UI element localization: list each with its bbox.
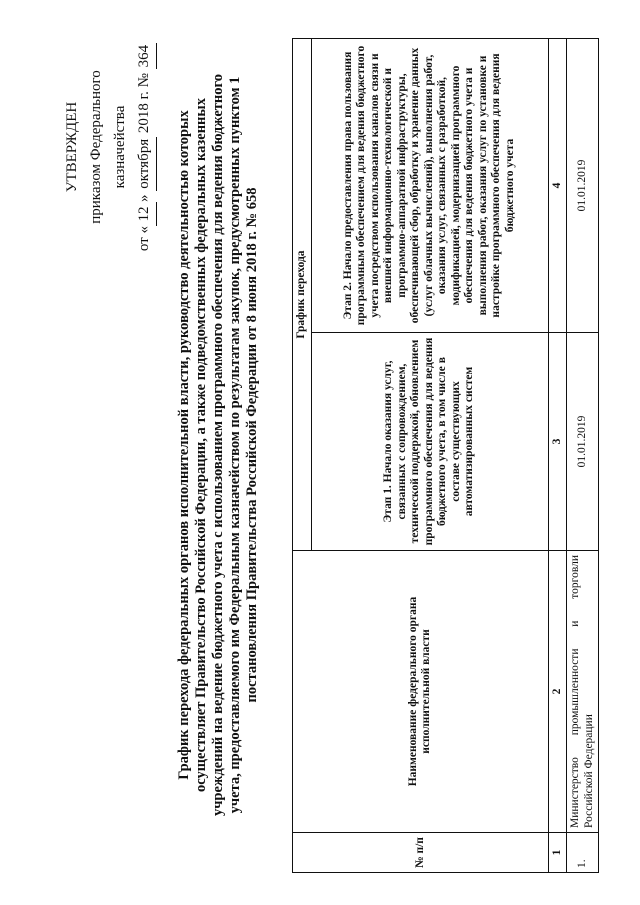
date-day: 12 xyxy=(132,202,157,226)
header-org: Наименование федерального органа исполнительной власти xyxy=(293,551,549,833)
approval-stamp xyxy=(60,37,157,257)
column-number: 2 xyxy=(548,551,567,833)
approval-date-line xyxy=(132,37,157,257)
approval-heading: УТВЕРЖДЕН xyxy=(64,101,80,193)
column-number: 1 xyxy=(548,833,567,873)
approval-line-treasury: казначейства xyxy=(112,105,128,189)
header-num: № п/п xyxy=(293,833,549,873)
date-month: октября xyxy=(132,137,157,191)
header-stage1: Этап 1. Начало оказания услуг, связанных с сопровождением, технической поддержкой, обновлением программного обеспечения для ведения бюджетного учета, в том числе в составе существующих автоматизированных систем xyxy=(311,333,548,551)
approval-line-order: приказом Федерального xyxy=(88,70,104,224)
column-number-row xyxy=(548,39,567,873)
column-number: 4 xyxy=(548,39,567,333)
header-row xyxy=(293,39,312,873)
header-stage2: Этап 2. Начало предоставления права пользования программным обеспечением для ведения бюджетного учета посредством использования каналов связи и внешней информационно-технологической и программно-аппаратной инфраструктуры, обеспечивающей сбор, обработку и хранение данных (услуг облачных вычислений), выполнения работ, оказания услуг, связанных с разработкой, модификацией, модернизацией программного обеспечения для ведения бюджетного учета и выполнения работ, оказания услуг по установке и настройке программного обеспечения для ведения бюджетного учета xyxy=(311,39,548,333)
schedule-table xyxy=(292,38,599,873)
date-year: 2018 xyxy=(136,103,152,134)
date-mid: » xyxy=(136,194,152,203)
table-row xyxy=(567,39,599,873)
row-stage2-date: 01.01.2019 xyxy=(567,39,599,333)
header-schedule: График перехода xyxy=(293,39,312,551)
row-org: Министерство промышленности и торговли Российской Федерации xyxy=(567,551,599,833)
document-title: График перехода федеральных органов исполнительной власти, руководство деятельностью которых осуществляет Правительство Российской Федерации, а также подведомственных федеральных казенных учреждений на ведение бюджетного учета с использованием программного обеспечения для ведения бюджетного учета, предоставляемого им Федеральным казначейством по результатам закупок, предусмотренных пунктом 1 постановления Правительства Российской Федерации от 8 июня 2018 г. № 658 xyxy=(176,74,260,816)
row-stage1-date: 01.01.2019 xyxy=(567,333,599,551)
date-suffix: г. № xyxy=(136,73,152,100)
row-num: 1. xyxy=(567,833,599,873)
column-number: 3 xyxy=(548,333,567,551)
date-prefix: от « xyxy=(136,226,152,252)
order-number: 364 xyxy=(132,43,157,70)
